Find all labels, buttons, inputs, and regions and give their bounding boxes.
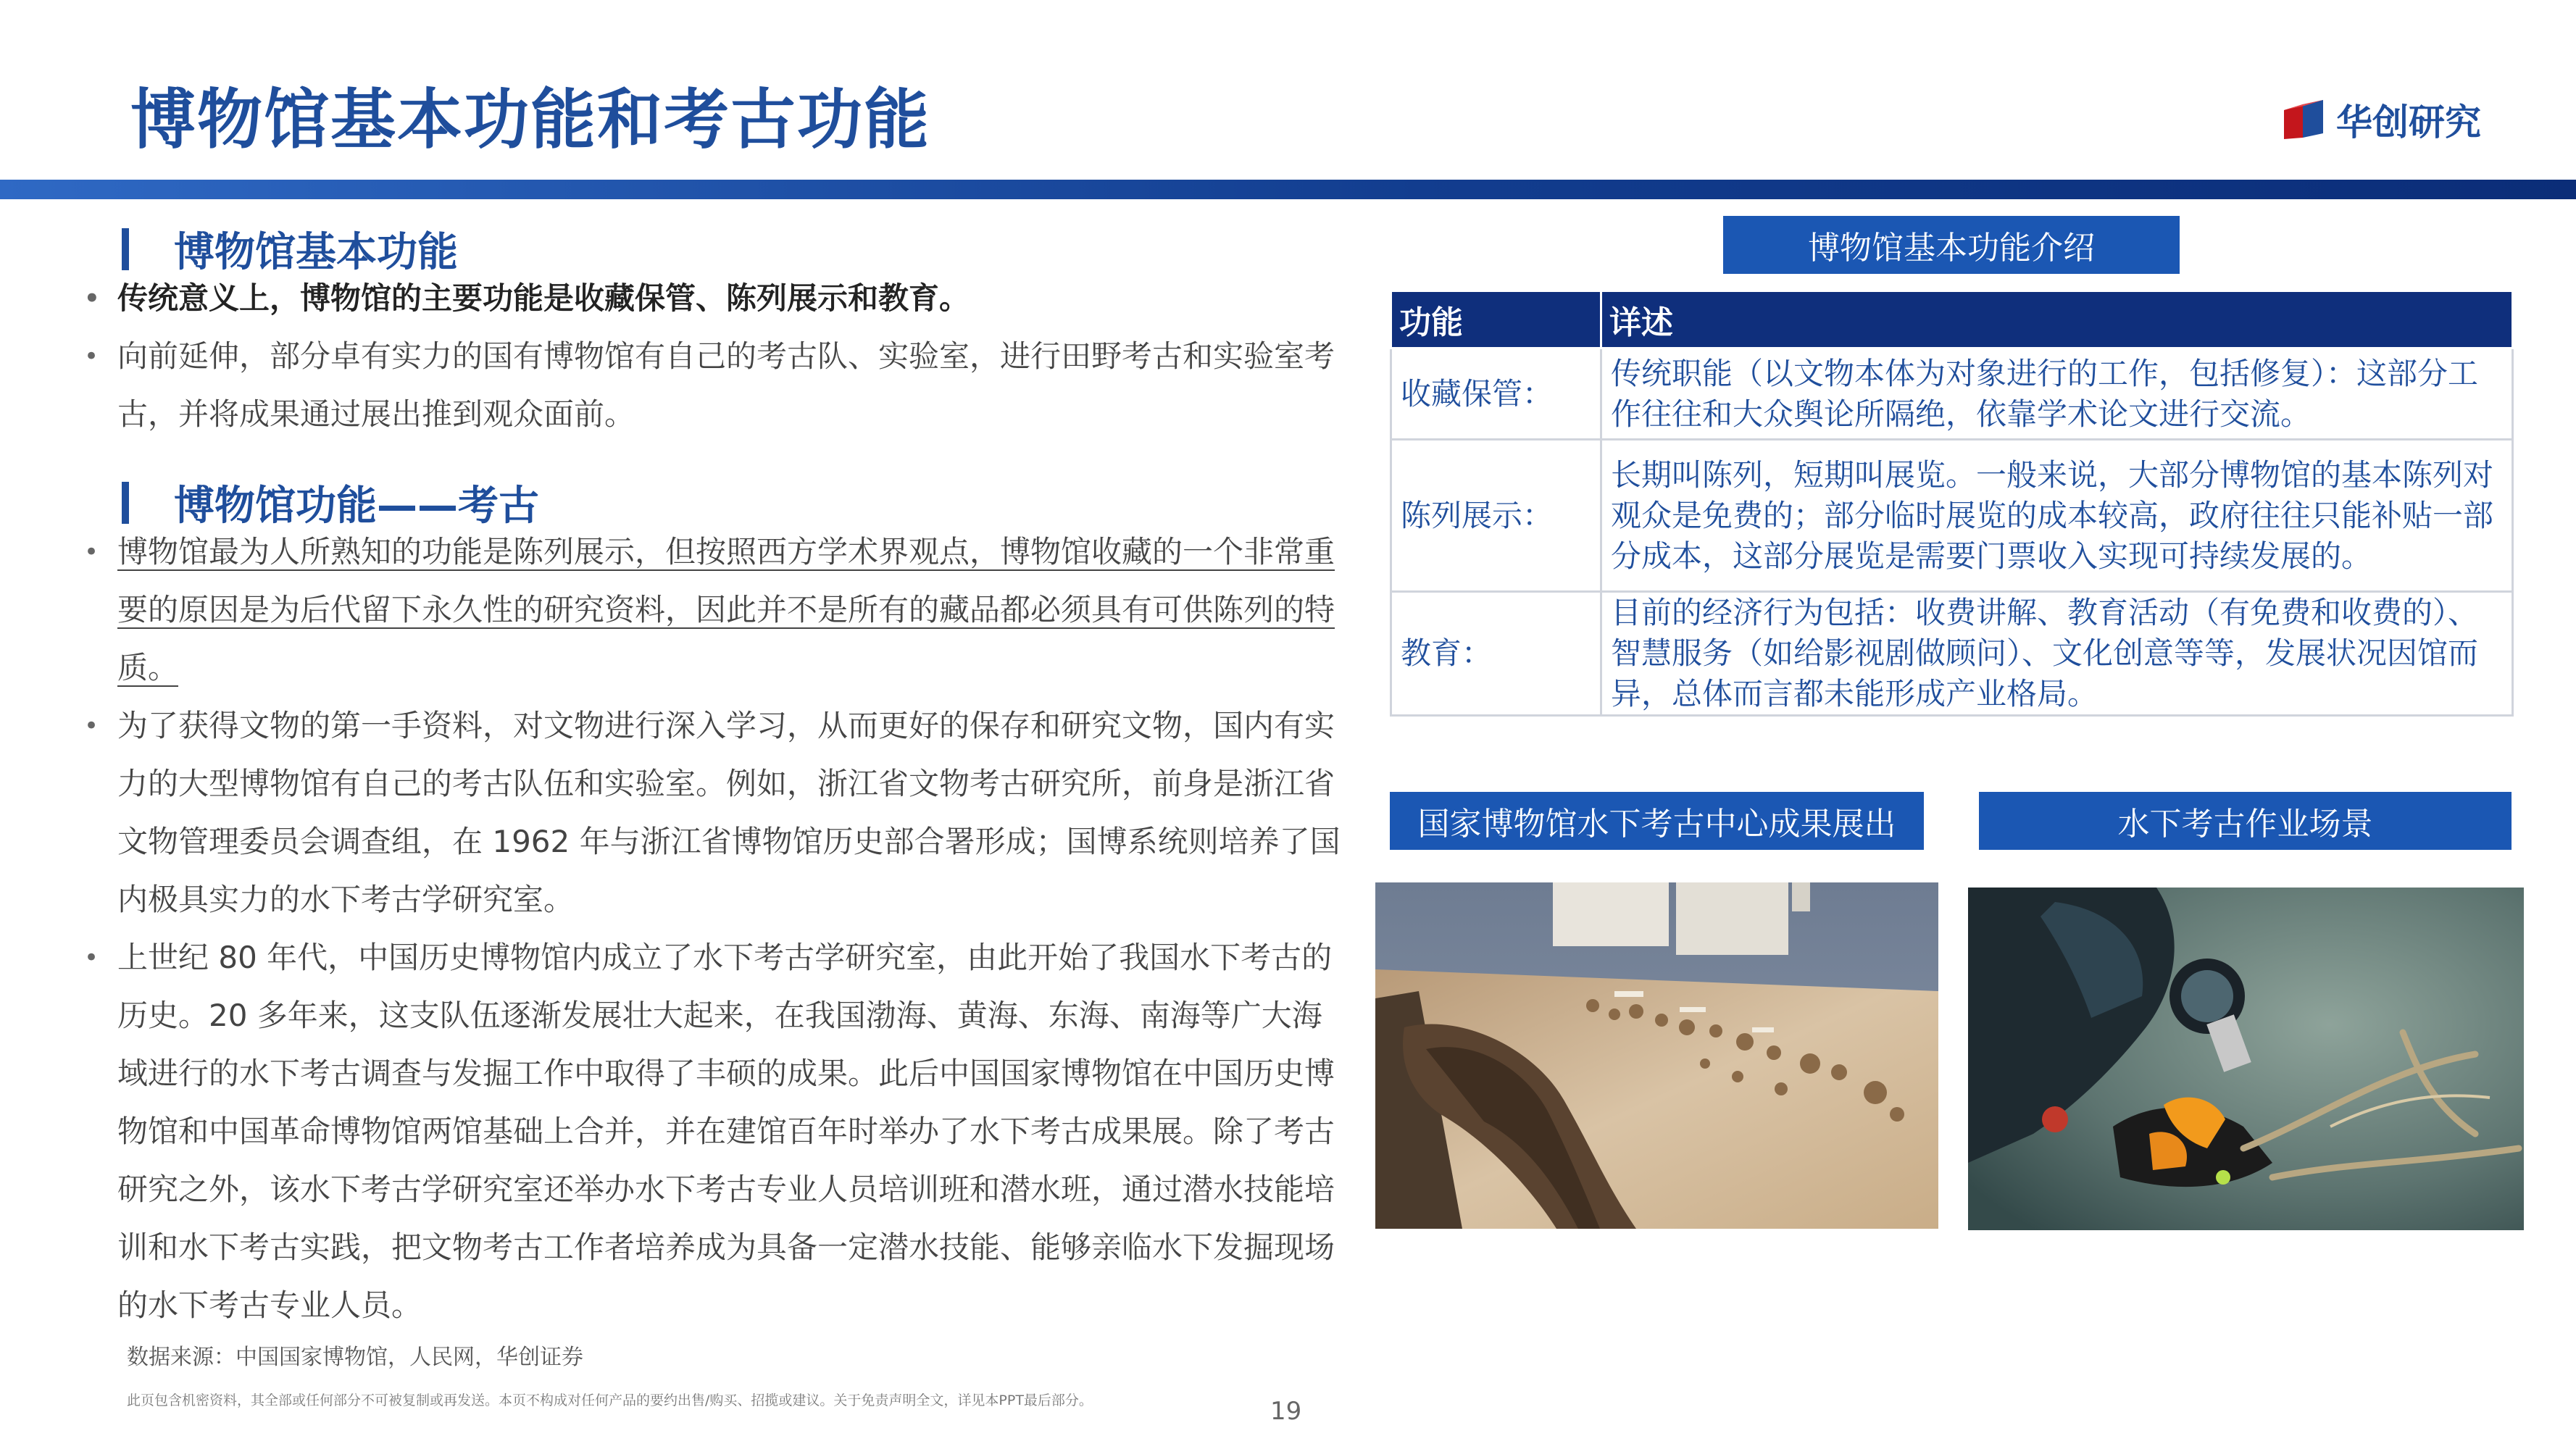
page-title: 博物馆基本功能和考古功能: [130, 82, 930, 158]
bullet-item: • 传统意义上，博物馆的主要功能是收藏保管、陈列展示和教育。: [80, 270, 1348, 327]
table-row: [1391, 348, 2513, 440]
brand-cube-icon: [2281, 97, 2326, 142]
bullet-item: [80, 523, 1348, 697]
table-cell-function: 陈列展示：: [1391, 440, 1601, 592]
table-cell-detail: 传统职能（以文物本体为对象进行的工作，包括修复）：这部分工作往往和大众舆论所隔绝，依靠学术论文进行交流。: [1601, 348, 2513, 440]
table-cell-detail: 目前的经济行为包括：收费讲解、教育活动（有免费和收费的）、智慧服务（如给影视剧做顾问）、文化创意等等，发展状况因馆而异，总体而言都未能形成产业格局。: [1601, 592, 2513, 716]
column-header-function: 功能: [1391, 291, 1601, 348]
section-heading-text: 博物馆基本功能: [174, 229, 458, 276]
header-divider-bar: [0, 180, 2576, 199]
section-marker: [122, 228, 129, 270]
bullet-item-underlined-text: 博物馆最为人所熟知的功能是陈列展示，但按照西方学术界观点，博物馆收藏的一个非常重要的原因是为后代留下永久性的研究资料，因此并不是所有的藏品都必须具有可供陈列的特质。: [117, 534, 1335, 685]
bullet-list-archaeology: [80, 523, 1348, 1335]
column-header-detail: 详述: [1601, 291, 2513, 348]
disclaimer: 此页包含机密资料，其全部或任何部分不可被复制或再发送。本页不构成对任何产品的要约出售/购买、招揽或建议。关于免责声明全文，详见本PPT最后部分。: [127, 1392, 1093, 1408]
brand-name: 华创研究: [2336, 101, 2481, 143]
table-cell-function: 教育：: [1391, 592, 1601, 716]
table-cell-detail: 长期叫陈列，短期叫展览。一般来说，大部分博物馆的基本陈列对观众是免费的；部分临时展览的成本较高，政府往往只能补贴一部分成本，这部分展览是需要门票收入实现可持续发展的。: [1601, 440, 2513, 592]
table-caption: 博物馆基本功能介绍: [1723, 216, 2180, 274]
table-cell-function: 收藏保管：: [1391, 348, 1601, 440]
table-row: [1391, 592, 2513, 716]
bullet-item: • 向前延伸，部分卓有实力的国有博物馆有自己的考古队、实验室，进行田野考古和实验室考古，并将成果通过展出推到观众面前。: [80, 327, 1348, 443]
photo-caption-right: 水下考古作业场景: [1979, 792, 2512, 850]
functions-table: [1390, 290, 2514, 717]
bullet-list-basic-functions: [80, 270, 1348, 443]
source-note: 数据来源：中国国家博物馆，人民网，华创证券: [127, 1345, 583, 1370]
table-header-row: [1391, 291, 2513, 348]
bullet-item: • 为了获得文物的第一手资料，对文物进行深入学习，从而更好的保存和研究文物，国内有实力的大型博物馆有自己的考古队伍和实验室。例如，浙江省文物考古研究所，前身是浙江省文物管理委员会调查组，在 1962 年与浙江省博物馆历史部合署形成；国博系统则培养了国内极具实力的水下考古学研究室。: [80, 697, 1348, 929]
page-number: 19: [1270, 1397, 1302, 1426]
bullet-item: • 上世纪 80 年代，中国历史博物馆内成立了水下考古学研究室，由此开始了我国水下考古的历史。20 多年来，这支队伍逐渐发展壮大起来，在我国渤海、黄海、东海、南海等广大海域进行的水下考古调查与发掘工作中取得了丰硕的成果。此后中国国家博物馆在中国历史博物馆和中国革命博物馆两馆基础上合并，并在建馆百年时举办了水下考古成果展。除了考古研究之外，该水下考古学研究室还举办水下考古专业人员培训班和潜水班，通过潜水技能培训和水下考古实践，把文物考古工作者培养成为具备一定潜水技能、能够亲临水下发掘现场的水下考古专业人员。: [80, 929, 1348, 1335]
table-row: [1391, 440, 2513, 592]
exhibition-photo: [1375, 882, 1938, 1229]
section-heading-text: 博物馆功能——考古: [174, 483, 539, 530]
brand-logo: [2281, 94, 2481, 145]
section-marker: [122, 482, 129, 524]
photo-caption-left: 国家博物馆水下考古中心成果展出: [1390, 792, 1924, 850]
underwater-photo: [1968, 888, 2524, 1230]
